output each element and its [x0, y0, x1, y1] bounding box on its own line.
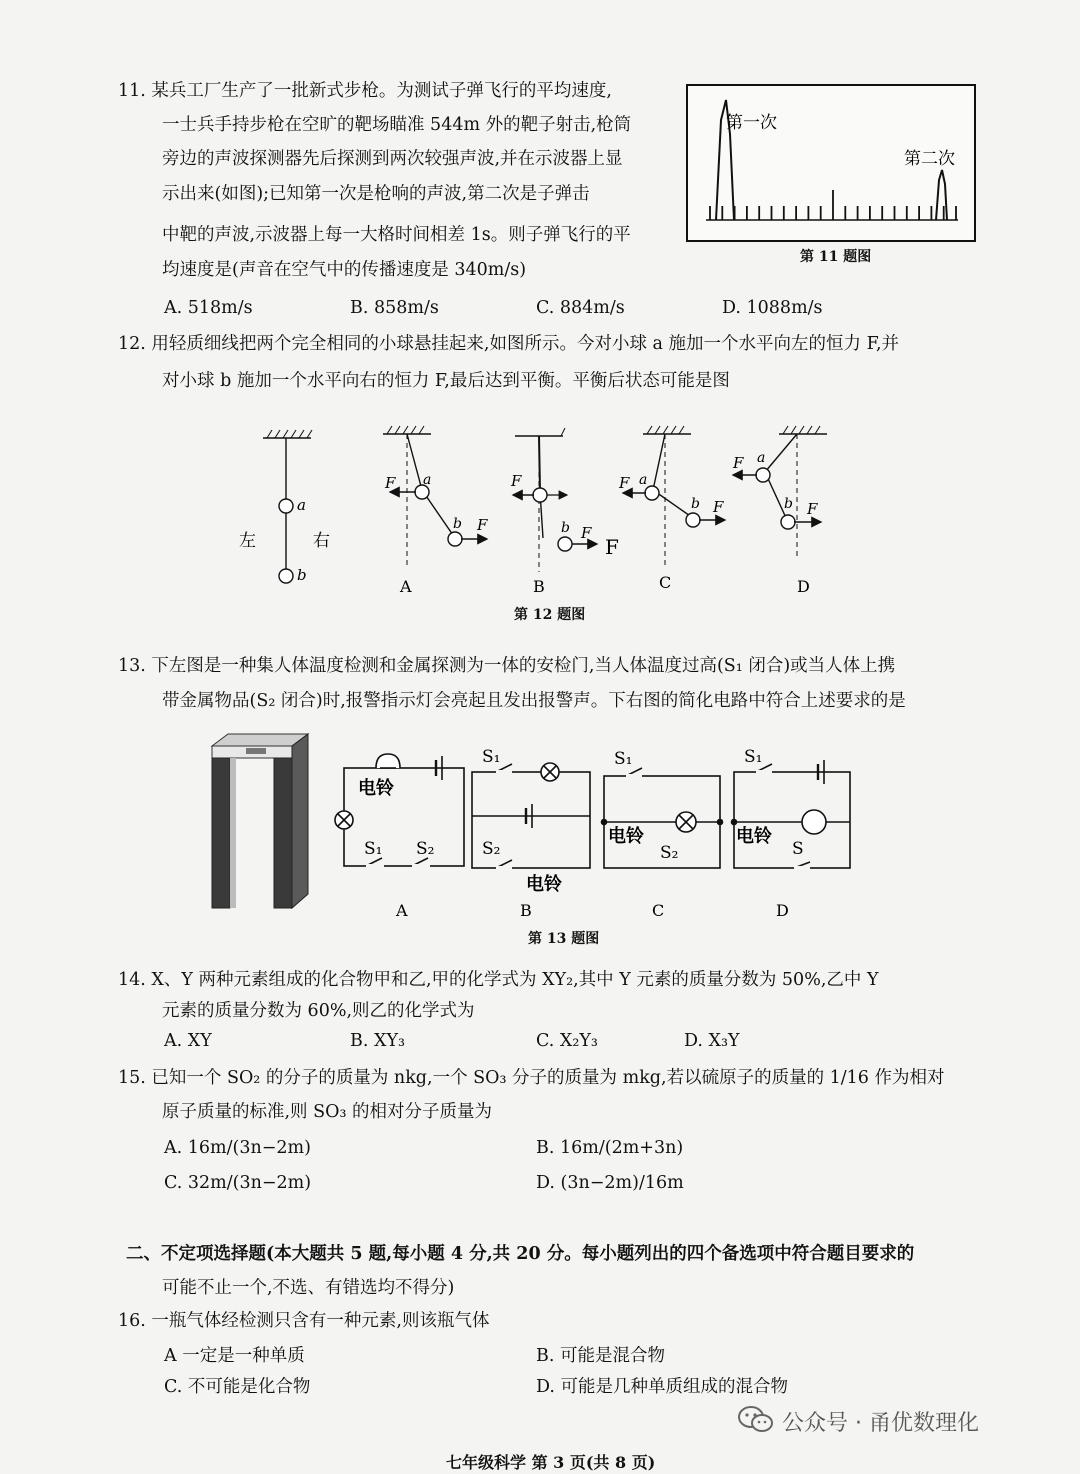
q12-ball-a-label: a	[297, 496, 306, 514]
q12-a-ball-a: a	[423, 472, 432, 488]
section2-heading-line-1: 二、不定项选择题(本大题共 5 题,每小题 4 分,共 20 分。每小题列出的四个备选项中符合题目要求的	[126, 1244, 915, 1264]
q11-line-1: 11. 某兵工厂生产了一批新式步枪。为测试子弹飞行的平均速度,	[118, 81, 612, 101]
q12-option-a-figure[interactable]	[383, 426, 488, 596]
q11-option-d[interactable]: D. 1088m/s	[722, 298, 823, 318]
q11-option-b[interactable]: B. 858m/s	[350, 298, 439, 318]
q12-a-label: A	[400, 577, 412, 596]
circuit-a-label: A	[396, 901, 408, 920]
q12-option-c-figure[interactable]	[618, 426, 725, 592]
page-footer: 七年级科学 第 3 页(共 8 页)	[446, 1453, 656, 1472]
q12-d-ball-b: b	[784, 496, 793, 512]
q13-figure	[210, 728, 860, 928]
q15-line-2: 原子质量的标准,则 SO₃ 的相对分子质量为	[162, 1102, 493, 1122]
q12-b-force-left: F	[511, 472, 522, 490]
q11-option-c[interactable]: C. 884m/s	[536, 298, 625, 318]
circuit-c-s2-label: S₂	[660, 843, 679, 863]
q12-right-label: 右	[313, 531, 330, 551]
circuit-b-label: B	[520, 901, 532, 920]
q11-option-a[interactable]: A. 518m/s	[164, 298, 253, 318]
circuit-d-bell-label: 电铃	[736, 826, 772, 847]
q15-option-a[interactable]: A. 16m/(3n−2m)	[164, 1138, 311, 1158]
first-pulse-label: 第一次	[726, 113, 777, 133]
circuit-b-bell-label: 电铃	[526, 874, 562, 895]
circuit-c-label: C	[652, 901, 665, 920]
q13-line-1: 13. 下左图是一种集人体温度检测和金属探测为一体的安检门,当人体温度过高(S₁ 闭合)或当人体上携	[118, 656, 896, 676]
q12-b-force-handwritten: F	[605, 535, 619, 559]
q11-line-5: 中靶的声波,示波器上每一大格时间相差 1s。则子弹飞行的平	[162, 225, 631, 245]
q13-line-2: 带金属物品(S₂ 闭合)时,报警指示灯会亮起且发出报警声。下右图的简化电路中符合上述要求的是	[162, 691, 906, 711]
section2-heading-line-2: 可能不止一个,不选、有错选均不得分)	[162, 1278, 455, 1298]
q12-c-ball-a: a	[639, 472, 648, 488]
q16-stem: 16. 一瓶气体经检测只含有一种元素,则该瓶气体	[118, 1311, 490, 1331]
q12-d-label: D	[797, 577, 810, 596]
q13-caption: 第 13 题图	[528, 931, 600, 947]
q11-line-4: 示出来(如图);已知第一次是枪响的声波,第二次是子弹击	[162, 184, 590, 204]
q12-d-force-right: F	[807, 500, 818, 518]
q16-option-c[interactable]: C. 不可能是化合物	[164, 1377, 311, 1397]
q12-d-force-left: F	[733, 454, 744, 472]
wechat-icon	[736, 1404, 776, 1434]
q12-ball-b-label: b	[297, 566, 307, 584]
second-pulse-label: 第二次	[904, 149, 955, 169]
q12-c-ball-b: b	[691, 496, 700, 512]
q12-a-ball-b: b	[453, 516, 462, 532]
q12-caption: 第 12 题图	[514, 607, 586, 623]
q12-b-label: B	[533, 577, 545, 596]
q14-line-2: 元素的质量分数为 60%,则乙的化学式为	[162, 1001, 475, 1021]
q12-a-force-right: F	[477, 516, 488, 534]
circuit-d[interactable]	[732, 760, 851, 868]
circuit-d-label: D	[776, 901, 789, 920]
q12-original-setup	[239, 430, 330, 584]
q12-line-1: 12. 用轻质细线把两个完全相同的小球悬挂起来,如图所示。今对小球 a 施加一个水平向左的恒力 F,并	[118, 334, 900, 354]
q12-left-label: 左	[239, 531, 256, 551]
oscilloscope-figure	[686, 84, 976, 242]
q11-line-2: 一士兵手持步枪在空旷的靶场瞄准 544m 外的靶子射击,枪筒	[162, 115, 632, 135]
q14-option-d[interactable]: D. X₃Y	[684, 1031, 740, 1051]
q15-line-1: 15. 已知一个 SO₂ 的分子的质量为 nkg,一个 SO₃ 分子的质量为 mkg,若以硫原子的质量的 1/16 作为相对	[118, 1068, 945, 1088]
q12-c-label: C	[659, 573, 672, 592]
watermark-text: 公众号 · 甬优数理化	[782, 1411, 979, 1436]
q12-b-ball-b: b	[561, 520, 570, 536]
security-gate-picture	[212, 734, 308, 908]
q12-option-d-figure[interactable]	[732, 426, 827, 596]
q12-a-force-left: F	[385, 474, 396, 492]
circuit-c-bell-label: 电铃	[608, 826, 644, 847]
circuit-a[interactable]	[335, 754, 464, 866]
circuit-d-s-label: S	[792, 839, 804, 859]
circuit-a-s2-label: S₂	[416, 839, 435, 859]
q15-option-b[interactable]: B. 16m/(2m+3n)	[536, 1138, 684, 1158]
circuit-b-s1-label: S₁	[482, 747, 501, 767]
q16-option-a[interactable]: A 一定是一种单质	[164, 1346, 305, 1366]
q12-c-force-right: F	[713, 498, 724, 516]
q12-c-force-left: F	[619, 474, 630, 492]
q12-b-force-right: F	[581, 524, 592, 542]
q14-line-1: 14. X、Y 两种元素组成的化合物甲和乙,甲的化学式为 XY₂,其中 Y 元素的质量分数为 50%,乙中 Y	[118, 970, 879, 990]
circuit-b-s2-label: S₂	[482, 839, 501, 859]
circuit-a-s1-label: S₁	[364, 839, 383, 859]
circuit-d-s1-label: S₁	[744, 747, 763, 767]
q14-option-b[interactable]: B. XY₃	[350, 1031, 406, 1051]
q11-line-6: 均速度是(声音在空气中的传播速度是 340m/s)	[162, 260, 527, 280]
q12-figure	[225, 420, 845, 605]
q12-line-2: 对小球 b 施加一个水平向右的恒力 F,最后达到平衡。平衡后状态可能是图	[162, 371, 730, 391]
circuit-a-bell-label: 电铃	[358, 778, 394, 799]
q15-option-d[interactable]: D. (3n−2m)/16m	[536, 1173, 684, 1193]
q14-option-c[interactable]: C. X₂Y₃	[536, 1031, 598, 1051]
q12-d-ball-a: a	[757, 450, 766, 466]
q16-option-b[interactable]: B. 可能是混合物	[536, 1346, 665, 1366]
q16-option-d[interactable]: D. 可能是几种单质组成的混合物	[536, 1377, 789, 1397]
q14-option-a[interactable]: A. XY	[164, 1031, 212, 1051]
q11-caption: 第 11 题图	[800, 249, 872, 265]
q12-option-b-figure[interactable]	[510, 428, 619, 596]
q15-option-c[interactable]: C. 32m/(3n−2m)	[164, 1173, 312, 1193]
q11-line-3: 旁边的声波探测器先后探测到两次较强声波,并在示波器上显	[162, 149, 623, 169]
circuit-c-s1-label: S₁	[614, 749, 633, 769]
